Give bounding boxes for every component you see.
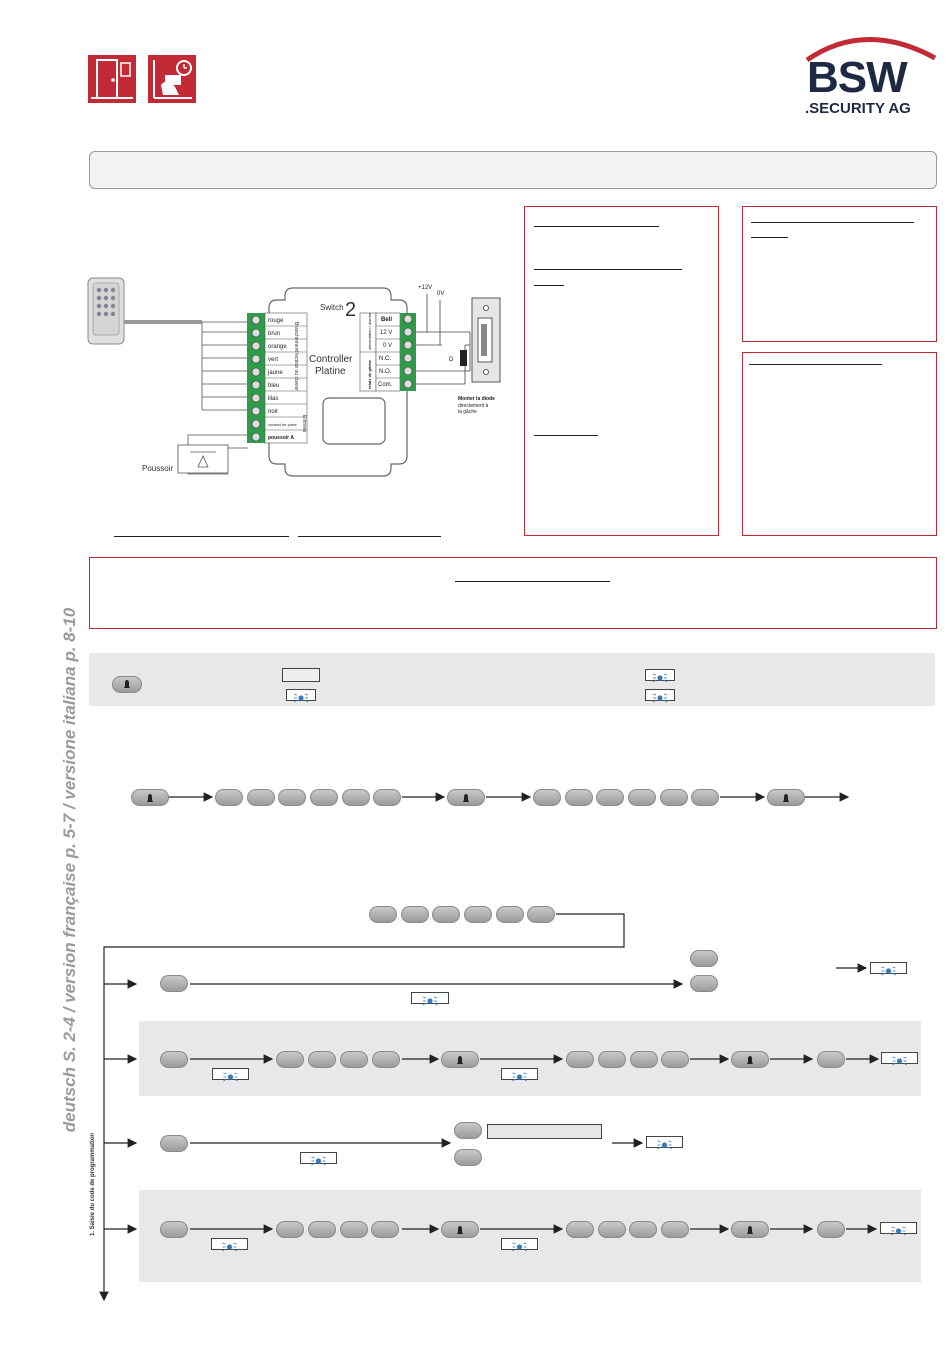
rowD-key [371,1221,399,1238]
supply-zero-label: 0V [437,291,445,297]
logo-text: BSW [807,53,907,102]
rowB-key [598,1051,626,1068]
row1-key [215,789,243,806]
terminal-0v: 0 V [383,343,393,349]
row1-bell-key-2 [447,789,485,806]
bell-icon [783,794,789,802]
device-title-number: 2 [345,299,357,321]
wire-label-10: poussoir A [268,435,294,441]
row1-key [691,789,719,806]
wire-label-8: noir [268,409,279,415]
rowA-result-led-icon [870,962,907,974]
rowD-key [629,1221,657,1238]
led-blink-icon [212,1242,247,1252]
terminal-12v: 12 V [380,330,393,336]
wire-label-5: jaune [268,370,283,376]
diode-note-3: la gâche [458,409,477,415]
entree-label: Entrées [301,415,307,433]
rowD-key [340,1221,368,1238]
row1-key [660,789,688,806]
device-title-prefix: Switch [320,303,344,312]
led-blink-icon [647,1140,682,1150]
rowD-key [308,1221,336,1238]
led-blink-icon [412,996,448,1006]
rowD-bell-key-1 [441,1221,479,1238]
led-blink-icon [301,1156,336,1166]
programming-axis-label: 1. Saisie du code de programmation [90,1132,96,1236]
wire-label-2: brun [268,331,281,337]
rowB-result-led-icon [881,1052,918,1064]
row1-key [596,789,624,806]
rowB-bell-key-2 [731,1051,769,1068]
row1-key [278,789,306,806]
rowC-display-box [487,1124,602,1139]
rowD-led-icon-2 [501,1238,538,1250]
rowD-key [661,1221,689,1238]
rowB-key [160,1051,188,1068]
wire-label-6: bleu [268,383,280,389]
row1-key [342,789,370,806]
terminal-com: Com. [378,382,393,388]
rowD-bell-key-2 [731,1221,769,1238]
row1-key [310,789,338,806]
rowD-end-key [817,1221,845,1238]
led-blink-icon [871,966,906,976]
rowD-result-led-icon [880,1222,917,1234]
bell-icon [457,1226,463,1234]
bell-icon [747,1056,753,1064]
wire-group-label: Branchement lecteur ou clavier [293,322,299,391]
controller-sublabel: Platine [315,366,346,377]
row1-key [247,789,275,806]
logo-subtext: .SECURITY AG [805,100,911,117]
wire-label-1: rouge [268,318,284,324]
bell-icon [747,1226,753,1234]
rowD-key [598,1221,626,1238]
rowB-key [276,1051,304,1068]
bell-icon [463,794,469,802]
pushbutton-label: Poussoir [142,464,174,473]
wire-label-7: lilas [268,396,279,402]
rowB-key [630,1051,658,1068]
rowB-key [566,1051,594,1068]
terminal-bell: Bell [381,317,393,323]
rowA-option-key-2 [690,975,718,992]
code-key [432,906,460,923]
row1-key [628,789,656,806]
led-blink-icon [502,1242,537,1252]
rowB-led-icon-2 [501,1068,538,1080]
row1-key [533,789,561,806]
bell-icon [147,794,153,802]
rowB-bell-key-1 [441,1051,479,1068]
code-key [464,906,492,923]
led-blink-icon [881,1226,916,1236]
rowC-result-led-icon [646,1136,683,1148]
diode-note-1: Monter la diode [458,396,495,402]
side-language-label: deutsch S. 2-4 / version française p. 5-7 / versione italiana p. 8-10 [60,607,79,1133]
controller-label: Controller [309,354,353,365]
supply-plus-label: +12V [418,285,433,291]
diode-note-2: directement à [458,403,489,409]
rowB-key [661,1051,689,1068]
rowC-key [160,1135,188,1152]
rowD-key [566,1221,594,1238]
rowA-key [160,975,188,992]
rowC-option-key-2 [454,1149,482,1166]
wire-label-9: contact de porte [268,422,297,427]
rowB-key [340,1051,368,1068]
row1-key [373,789,401,806]
rowA-option-key-1 [690,950,718,967]
wire-label-3: orange [268,344,287,350]
bell-icon [457,1056,463,1064]
rowB-key [308,1051,336,1068]
rowA-led-icon [411,992,449,1004]
code-key [527,906,555,923]
rowC-option-key-1 [454,1122,482,1139]
right-group-top: alimentation / alarme [367,312,372,350]
wire-label-4: vert [268,357,279,363]
diode-label: D [449,357,454,363]
led-blink-icon [882,1056,917,1066]
code-key [401,906,429,923]
rowD-key [276,1221,304,1238]
led-blink-icon [213,1072,248,1082]
rowD-led-icon-1 [211,1238,248,1250]
rowB-led-icon-1 [212,1068,249,1080]
code-key [369,906,397,923]
row1-key [565,789,593,806]
row1-bell-key-3 [767,789,805,806]
right-group-bottom: relais de gâche [367,360,372,389]
row1-bell-key-1 [131,789,169,806]
rowB-key [372,1051,400,1068]
code-key [496,906,524,923]
rowB-end-key [817,1051,845,1068]
terminal-nc: N.C. [379,356,391,362]
terminal-no: N.O. [379,369,392,375]
rowC-led-icon [300,1152,337,1164]
led-blink-icon [502,1072,537,1082]
rowD-key [160,1221,188,1238]
